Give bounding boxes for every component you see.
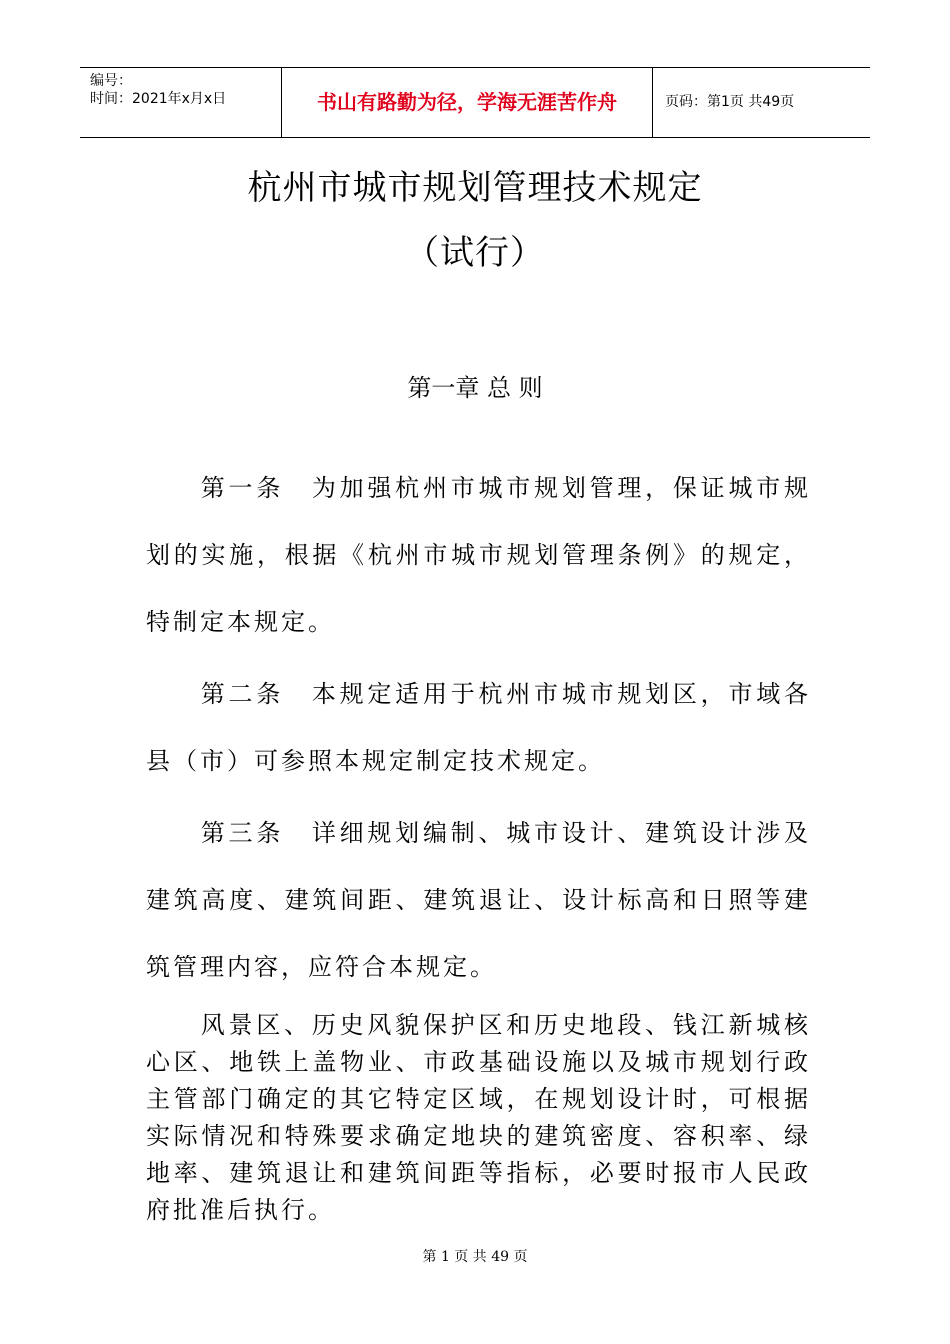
page-header: [80, 67, 870, 138]
chapter-heading: 第一章 总 则: [407, 374, 543, 402]
article-2-text: 第二条 本规定适用于杭州市城市规划区，市域各县（市）可参照本规定制定技术规定。: [146, 680, 811, 775]
article-1: [146, 455, 811, 656]
article-3: [146, 800, 811, 1001]
article-2: [146, 661, 811, 795]
page-footer: 第 1 页 共 49 页: [422, 1249, 528, 1265]
header-motto: 书山有路勤为径，学海无涯苦作舟: [281, 68, 653, 137]
article-3-supplement-text: 风景区、历史风貌保护区和历史地段、钱江新城核心区、地铁上盖物业、市政基础设施以及城市规划行政主管部门确定的其它特定区域，在规划设计时，可根据实际情况和特殊要求确定地块的建筑密度、容积率、绿地率、建筑退让和建筑间距等指标，必要时报市人民政府批准后执行。: [146, 1011, 811, 1224]
article-1-text: 第一条 为加强杭州市城市规划管理，保证城市规划的实施，根据《杭州市城市规划管理条例》的规定，特制定本规定。: [146, 474, 811, 636]
header-page-info: 页码：第1页 共49页: [665, 94, 795, 110]
header-meta: [80, 68, 281, 137]
document-title: 杭州市城市规划管理技术规定: [247, 168, 703, 208]
article-3-supplement: [146, 1007, 811, 1229]
article-3-text: 第三条 详细规划编制、城市设计、建筑设计涉及建筑高度、建筑间距、建筑退让、设计标高和日照等建筑管理内容，应符合本规定。: [146, 819, 811, 981]
date-label: 时间：2021年x月x日: [90, 91, 227, 107]
document-subtitle: （试行）: [405, 233, 545, 273]
number-label: 编号：: [90, 73, 132, 89]
